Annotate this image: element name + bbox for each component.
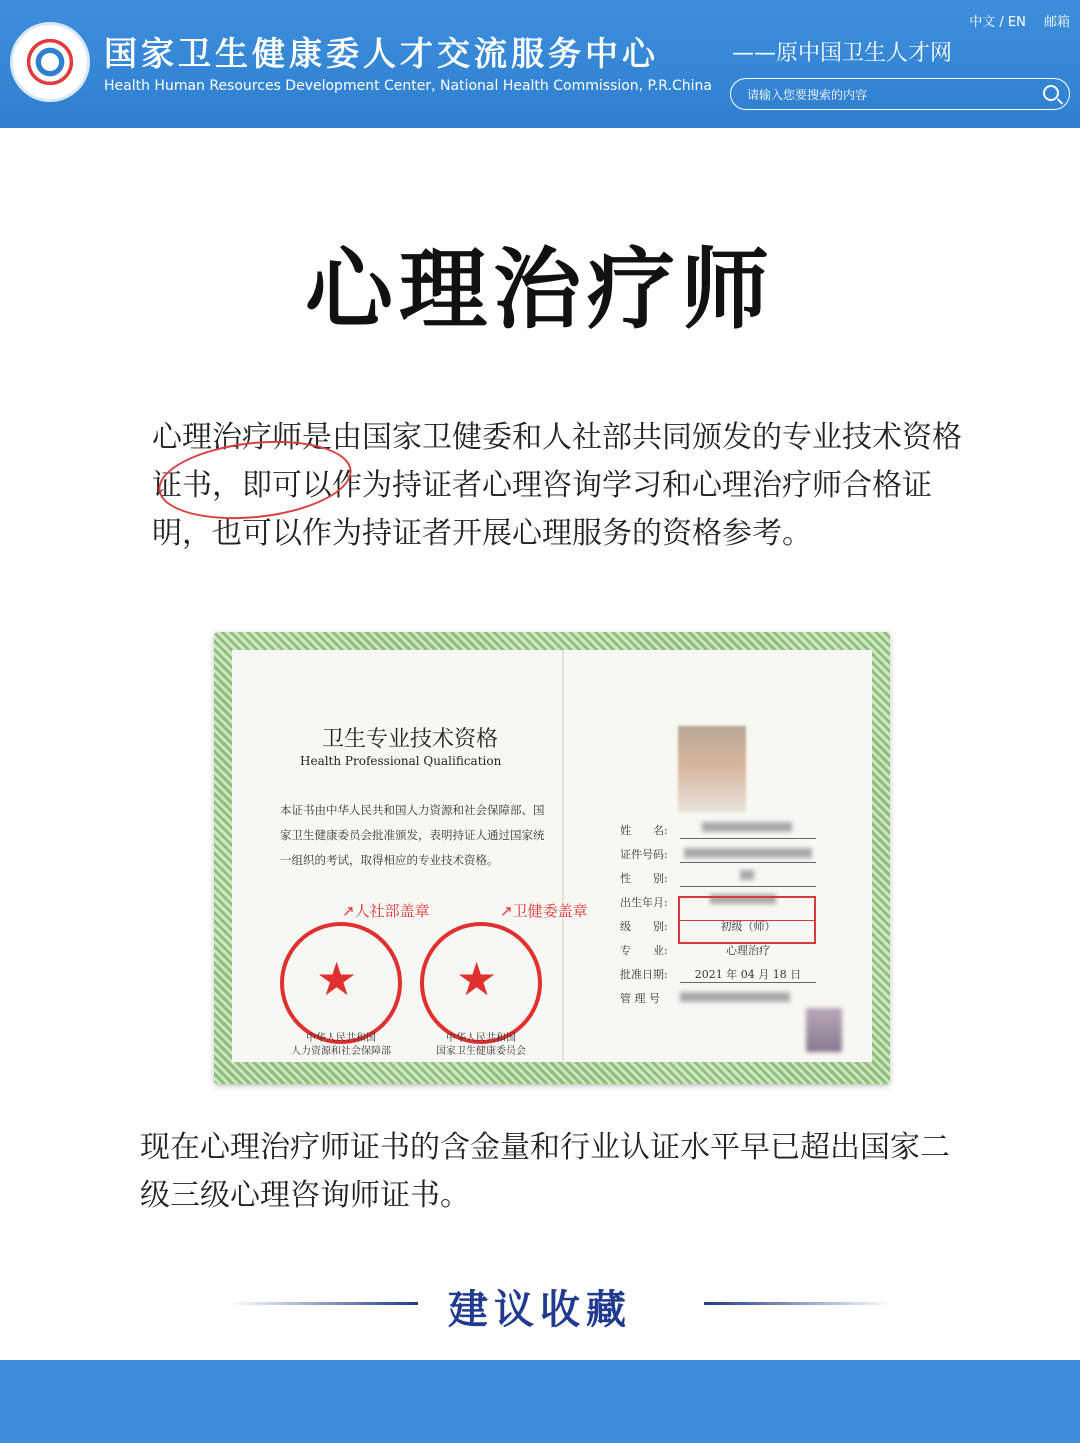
blurred-gender	[740, 870, 754, 880]
mail-link[interactable]: 邮箱	[1043, 15, 1070, 30]
certificate-page	[232, 650, 872, 1062]
field-line	[680, 886, 816, 887]
summary-paragraph: 现在心理治疗师证书的含金量和行业认证水平早已超出国家二级三级心理咨询师证书。	[140, 1130, 950, 1213]
small-photo	[806, 1008, 842, 1052]
field-manage-label: 管 理 号	[620, 992, 660, 1005]
language-switch-link[interactable]: 中文 / EN	[969, 15, 1026, 30]
certificate-image	[214, 632, 890, 1084]
field-approve-label: 批准日期:	[620, 968, 668, 981]
field-birth-label: 出生年月:	[620, 896, 668, 909]
nhc-seal-label: 中华人民共和国 国家卫生健康委员会	[436, 1033, 526, 1057]
site-header	[0, 0, 1080, 128]
hrss-seal-icon: ★	[280, 922, 402, 1044]
footer-bar	[0, 1360, 1080, 1443]
certificate-title-cn: 卫生专业技术资格	[322, 727, 499, 752]
hrss-seal-label: 中华人民共和国 人力资源和社会保障部	[291, 1033, 391, 1057]
certificate-body-text: 本证书由中华人民共和国人力资源和社会保障部、国家卫生健康委员会批准颁发，表明持证人通过国家统一组织的考试，取得相应的专业技术资格。	[280, 803, 545, 867]
header-links	[955, 11, 1070, 30]
field-line	[680, 862, 816, 863]
search-input[interactable]	[745, 83, 1029, 107]
field-line	[680, 838, 816, 839]
search-box	[730, 78, 1070, 110]
blurred-id	[684, 848, 812, 858]
site-subtitle: Health Human Resources Development Center, National Health Commission, P.R.China	[104, 78, 712, 94]
blurred-name	[702, 822, 792, 832]
field-major-value: 心理治疗	[726, 944, 770, 957]
search-icon[interactable]	[1043, 85, 1059, 101]
page-title: 心理治疗师	[304, 238, 775, 341]
field-major-label: 专 业:	[620, 944, 668, 957]
field-name-label: 姓 名:	[620, 824, 668, 837]
intro-paragraph: 心理治疗师是由国家卫健委和人社部共同颁发的专业技术资格证书，即可以作为持证者心理咨询学习和心理治疗师合格证明，也可以作为持证者开展心理服务的资格参考。	[152, 420, 962, 551]
blurred-manage-no	[680, 992, 790, 1002]
note-nhc-seal: ↗卫健委盖章	[500, 902, 588, 920]
holder-photo	[678, 726, 746, 812]
field-level-value: 初级（师）	[720, 920, 776, 933]
field-line	[680, 982, 816, 983]
nhc-seal-icon: ★	[420, 922, 542, 1044]
field-level-label: 级 别:	[620, 920, 668, 933]
former-name: ——原中国卫生人才网	[732, 41, 953, 66]
certificate-title-en: Health Professional Qualification	[300, 754, 502, 768]
site-logo-icon[interactable]	[10, 22, 90, 102]
note-hrss-seal: ↗人社部盖章	[342, 902, 430, 920]
certificate-fold	[562, 650, 564, 1062]
recommend-text: 建议收藏	[448, 1287, 632, 1333]
field-gender-label: 性 别:	[620, 872, 668, 885]
field-id-label: 证件号码:	[620, 848, 668, 861]
site-title[interactable]: 国家卫生健康委人才交流服务中心	[104, 34, 659, 73]
divider-right	[704, 1302, 892, 1305]
field-approve-value: 2021 年 04 月 18 日	[694, 968, 802, 981]
